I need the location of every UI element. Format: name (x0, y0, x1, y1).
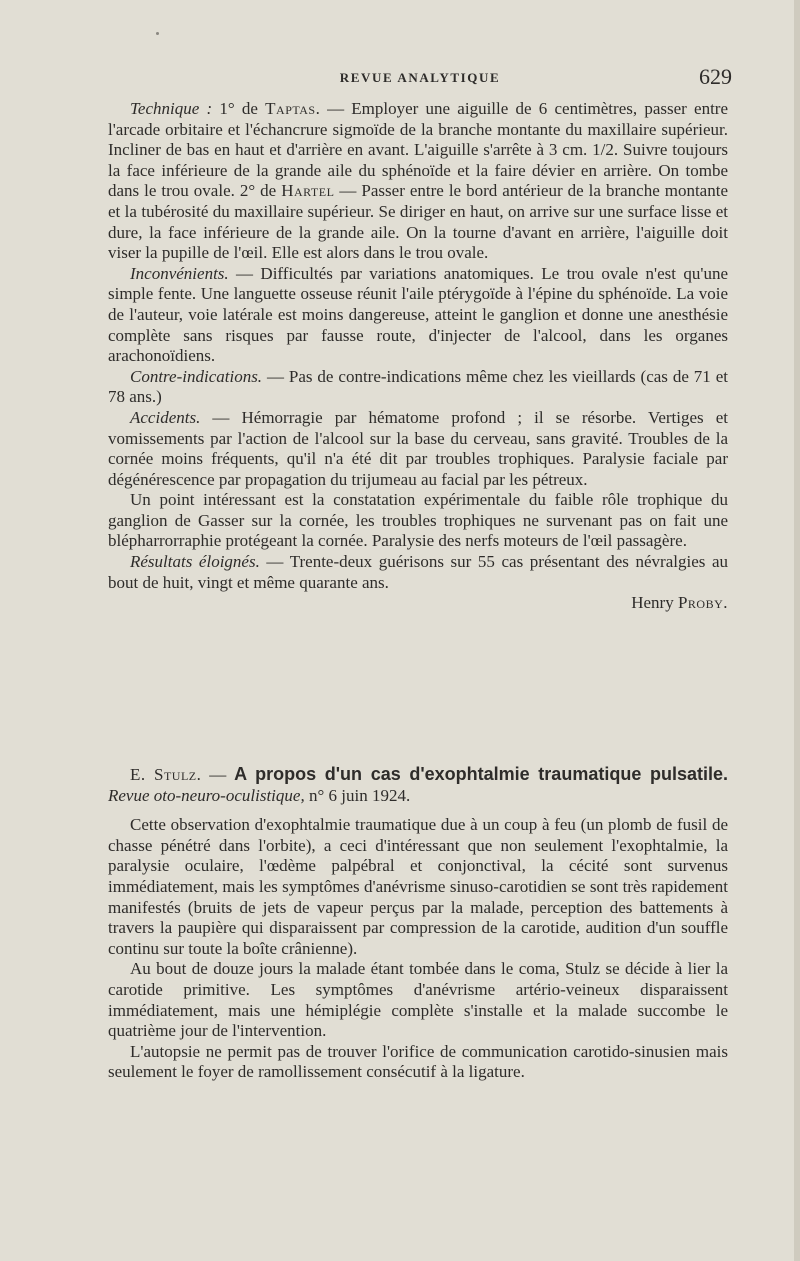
observation-paragraph: Cette observation d'exophtalmie traumatique due à un coup à feu (un plomb de fusil de chasse pénétré dans l'orbite), a ceci d'intéressant que non seulement l'exophtalmie, la paralysie oculaire, l'œdème palpébral et conjonctival, la cécité sont survenus immédiatement, mais les symptômes d'anévrisme sinuso-carotidien se sont très rapidement manifestés (bruits de jets de vapeur perçus par la malade, perception des battements à travers la paupière qui disparaissent par compression de la carotide, audition d'un souffle continu sur toute la boîte crânienne). (108, 815, 728, 958)
technique-paragraph (108, 99, 728, 264)
accidents-text: — Hémorragie par hématome profond ; il se résorbe. Vertiges et vomissements par l'action de l'alcool sur la base du cerveau, sans gravité. Troubles de la cornée moins fréquents, qu'il n'a été dit par troubles trophiques. Paralysie faciale par dégénérescence par propagation du trijumeau au facial par les pétreux. (108, 407, 728, 489)
inconvenients-text: — Difficultés par variations anatomiques. Le trou ovale n'est qu'une simple fente. Une languette osseuse réunit l'aile ptérygoïde à l'épine du sphénoïde. La voie de l'auteur, voie latérale est moins dangereuse, atteint le ganglion et donne une anesthésie complète sans risques par fausse route, d'injecter de l'alcool, dans les organes arachonoïdiens. (108, 263, 728, 366)
inconvenients-label: Inconvénients. (130, 263, 229, 283)
journal-name: Revue oto-neuro-oculistique, (108, 785, 305, 805)
resultats-text: — Trente-deux guérisons sur 55 cas présentant des névralgies au bout de huit, vingt et même quarante ans. (108, 552, 728, 592)
review-proby (108, 99, 728, 614)
technique-text-c: — Passer entre le bord antérieur de la branche montante et la tubérosité du maxillaire supérieur. Se diriger en haut, on arrive sur une surface lisse et dure, la face inférieure de la grande aile. On la tourne d'avant en arrière, l'aiguille doit viser la pupille de l'œil. Elle est alors dans le trou ovale. (108, 181, 728, 263)
inconvenients-paragraph (108, 264, 728, 367)
contre-indications-paragraph (108, 367, 728, 408)
author-taptas: Taptas (265, 99, 316, 118)
autopsy-paragraph: L'autopsie ne permit pas de trouver l'orifice de communication carotido-sinusien mais seulement le foyer de ramollissement consécutif à la ligature. (108, 1041, 728, 1082)
running-title: REVUE ANALYTIQUE (339, 70, 501, 85)
technique-text-a: 1° de (212, 99, 266, 118)
accidents-label: Accidents. (130, 407, 201, 427)
treatment-paragraph: Au bout de douze jours la malade étant tombée dans le coma, Stulz se décide à lier la carotide primitive. Les symptômes d'anévrisme artério-veineux disparaissent immédiatement, mais une hémiplégie complète s'installe et la malade succombe le quatrième jour de l'intervention. (108, 959, 728, 1041)
point-paragraph: Un point intéressant est la constatation expérimentale du faible rôle trophique du ganglion de Gasser sur la cornée, les troubles trophiques ne survenant pas on fait une blépharrorraphie protégeant la cornée. Paralysie des nerfs moteurs de l'œil passagère. (108, 490, 728, 551)
page-number: 629 (699, 64, 732, 89)
journal-issue: n° 6 juin 1924. (304, 785, 411, 805)
resultats-paragraph (108, 552, 728, 593)
ink-speck (156, 32, 159, 35)
signature-last-name: Proby. (677, 593, 728, 613)
resultats-label: Résultats éloignés. (130, 552, 260, 572)
technique-label: Technique : (130, 99, 213, 118)
contre-indications-text: — Pas de contre-indications même chez les vieillards (cas de 71 et 78 ans.) (108, 366, 728, 407)
running-head (108, 64, 732, 90)
signature-first-name: Henry (631, 593, 678, 613)
contre-indications-label: Contre-indications. (130, 366, 263, 386)
heading-dash: — (201, 765, 235, 784)
page-edge-shadow (794, 0, 800, 1261)
article-title: A propos d'un cas d'exophtalmie traumatique pulsatile. (234, 764, 728, 784)
technique-text-b: . — Employer une aiguille de 6 centimètres, passer entre l'arcade orbitaire et l'échancrure sigmoïde de la branche montante du maxillaire supérieur. Incliner de bas en haut et d'arrière en avant. L'aiguille s'arrête à 3 cm. 1/2. Suivre toujours la face inférieure de la grande aile du sphénoïde et la faire dévier en arrière. On tombe dans le trou ovale. 2° de (108, 99, 729, 201)
accidents-paragraph (108, 408, 728, 490)
review-heading (108, 764, 728, 806)
review-author: E. Stulz. (130, 765, 202, 784)
review-stulz (108, 764, 728, 1083)
signature (108, 593, 728, 614)
author-hartel: Hartel (281, 181, 335, 201)
